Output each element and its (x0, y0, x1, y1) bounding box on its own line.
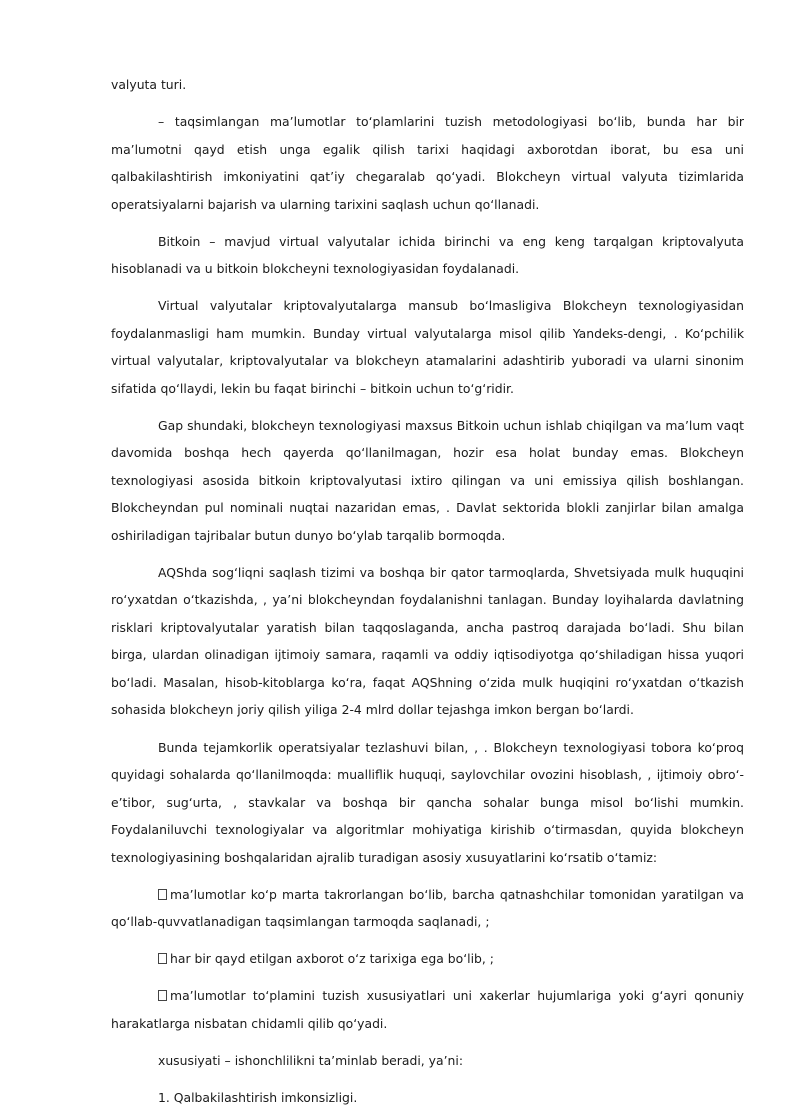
paragraph-tail-1: xususiyati – ishonchlilikni ta’minlab beradi, ya’ni: (158, 1052, 464, 1068)
missing-glyph-icon (158, 990, 167, 1001)
bullet-item-1 (111, 881, 744, 936)
paragraph-1: valyuta turi. (111, 77, 187, 92)
bullet-text: ma’lumotlar to‘plamini tuzish xususiyatlari uni xakerlar hujumlariga yoki g‘ayri qonuniy harakatlarga nisbatan chidamli qilib qo‘yadi. (111, 988, 744, 1031)
bullet-item-3 (111, 982, 744, 1037)
paragraph-5: Gap shundaki, blokcheyn texnologiyasi maxsus Bitkoin uchun ishlab chiqilgan va ma’lum vaqt davomida boshqa hech qayerda qo‘llanilmagan, hozir esa holat bunday emas. Blokcheyn texnologiyasi asosida bitkoin kriptovalyutasi ixtiro qilingan va uni emissiya qilish boshlangan. Blokcheyndan pul nominali nuqtai nazaridan emas, . Davlat sektorida blokli zanjirlar bilan amalga oshiriladigan tajribalar butun dunyo bo‘ylab tarqalib bormoqda. (111, 417, 744, 543)
missing-glyph-icon (158, 889, 167, 900)
missing-glyph-icon (158, 953, 167, 964)
bullet-item-2 (111, 945, 744, 973)
paragraph-3: Bitkoin – mavjud virtual valyutalar ichida birinchi va eng keng tarqalgan kriptovalyuta hisoblanadi va u bitkoin blokcheyni texnologiyasidan foydalanadi. (111, 233, 744, 277)
paragraph-6: AQShda sog‘liqni saqlash tizimi va boshqa bir qator tarmoqlarda, Shvetsiyada mulk huquqini ro‘yxatdan o‘tkazishda, , ya’ni blokcheyndan foydalanishni tanlagan. Bunday loyihalarda davlatning risklari kriptovalyutalar yaratish bilan taqqoslaganda, ancha pastroq darajada bo‘ladi. Shu bilan birga, ulardan olinadigan ijtimoiy samara, raqamli va oddiy iqtisodiyotga qo‘shiladigan hissa yuqori bo‘ladi. Masalan, hisob-kitoblarga ko‘ra, faqat AQShning o‘zida mulk huqiqini ro‘yxatdan o‘tkazish sohasida blokcheyn joriy qilish yiliga 2-4 mlrd dollar tejashga imkon bergan bo‘lardi. (111, 564, 744, 718)
numbered-item-1: 1. Qalbakilashtirish imkonsizligi. (158, 1090, 358, 1106)
paragraph-2: – taqsimlangan ma’lumotlar to‘plamlarini tuzish metodologiyasi bo‘lib, bunda har bir ma’lumotni qayd etish unga egalik qilish tarixi haqidagi axborotdan iborat, bu esa uni qalbakilashtirish imkoniyatini qat’iy chegaralab qo‘yadi. Blokcheyn virtual valyuta tizimlarida operatsiyalarni bajarish va ularning tarixini saqlash uchun qo‘llanadi. (111, 114, 744, 212)
paragraph-4: Virtual valyutalar kriptovalyutalarga mansub bo‘lmasligiva Blokcheyn texnologiyasidan foydalanmasligi ham mumkin. Bunday virtual valyutalarga misol qilib Yandeks-dengi, . Ko‘pchilik virtual valyutalar, kriptovalyutalar va blokcheyn atamalarini adashtirib yuboradi va ularni sinonim sifatida qo‘llaydi, lekin bu faqat birinchi – bitkoin uchun to‘g‘ridir. (111, 298, 744, 396)
paragraph-7: Bunda tejamkorlik operatsiyalar tezlashuvi bilan, , . Blokcheyn texnologiyasi tobora ko‘proq quyidagi sohalarda qo‘llanilmoqda: mualliflik huquqi, saylovchilar ovozini hisoblash, , ijtimoiy obro‘-e’tibor, sug‘urta, , stavkalar va boshqa bir qancha sohalar bunga misol bo‘lishi mumkin. Foydalaniluvchi texnologiyalar va algoritmlar mohiyatiga kirishib o‘tirmasdan, quyida blokcheyn texnologiyasining boshqalaridan ajralib turadigan asosiy xusuyatlarini ko‘rsatib o‘tamiz: (111, 739, 744, 865)
bullet-text: ma’lumotlar ko‘p marta takrorlangan bo‘lib, barcha qatnashchilar tomonidan yaratilgan va qo‘llab-quvvatlanadigan taqsimlangan tarmoqda saqlanadi, ; (111, 886, 744, 930)
bullet-text: har bir qayd etilgan axborot o‘z tarixiga ega bo‘lib, ; (170, 951, 494, 967)
